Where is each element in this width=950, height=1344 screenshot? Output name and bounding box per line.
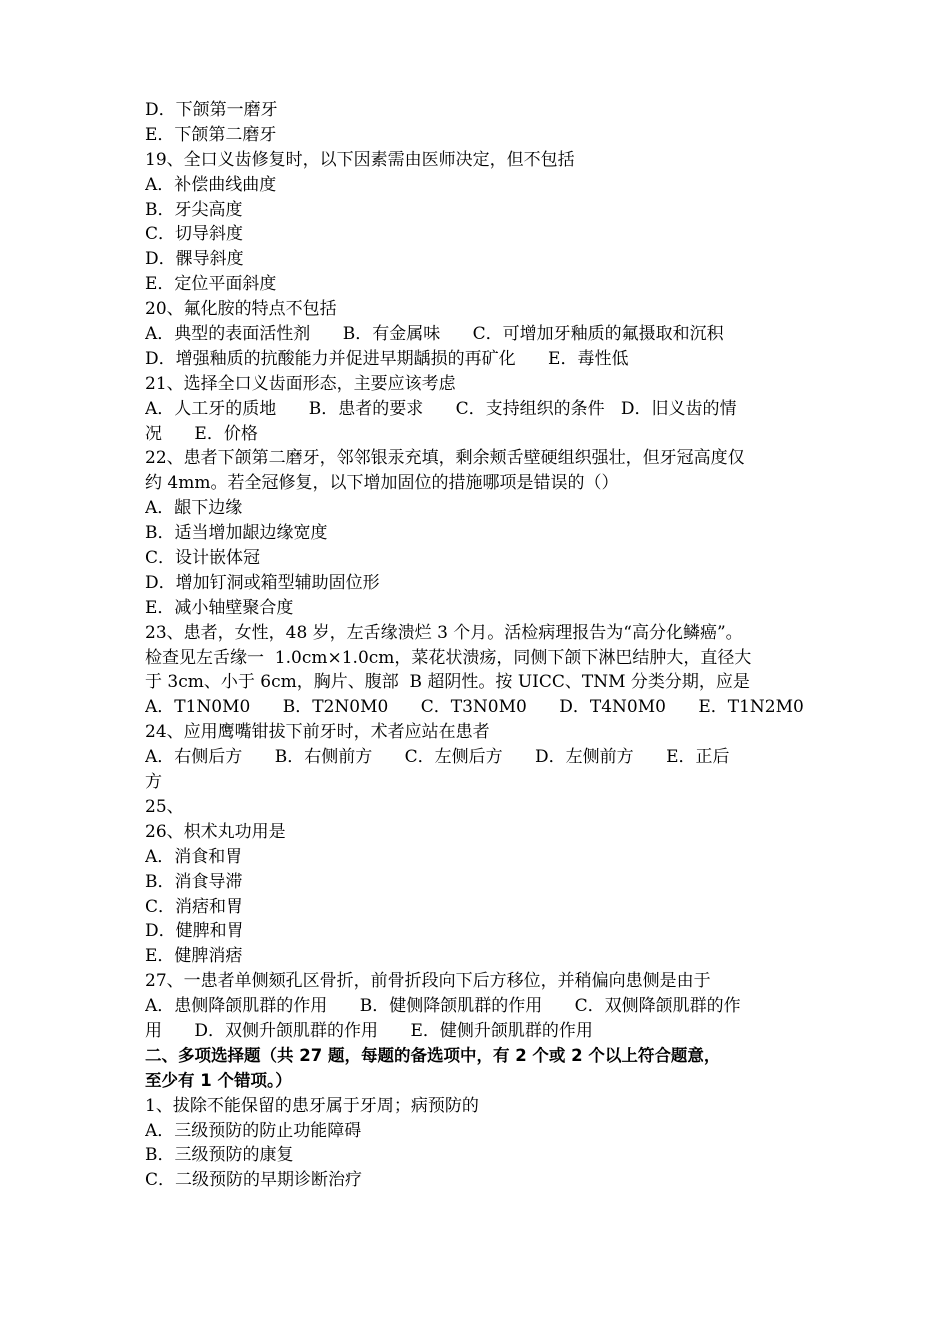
text-line: B．消食导滞 [145, 871, 243, 892]
section-heading-line: 二、多项选择题（共 27 题，每题的备选项中，有 2 个或 2 个以上符合题意， [145, 1045, 721, 1065]
text-line: C．设计嵌体冠 [145, 548, 261, 569]
text-line: 况 E．价格 [145, 423, 258, 444]
text-line: 21、选择全口义齿面形态，主要应该考虑 [145, 373, 456, 394]
text-line: C．二级预防的早期诊断治疗 [145, 1170, 363, 1191]
text-line: 检查见左舌缘一 1.0cm×1.0cm，菜花状溃疡，同侧下颌下淋巴结肿大，直径大 [145, 647, 752, 668]
text-line: E．下颌第二磨牙 [145, 124, 277, 145]
text-line: E．健脾消痞 [145, 946, 243, 967]
section-heading-line: 至少有 1 个错项。） [145, 1070, 292, 1090]
text-line: D．下颌第一磨牙 [145, 100, 278, 120]
text-line: E．减小轴壁聚合度 [145, 597, 294, 618]
text-line: A．三级预防的防止功能障碍 [145, 1120, 362, 1141]
text-line: D．增加钉洞或箱型辅助固位形 [145, 572, 380, 593]
text-line: D．髁导斜度 [145, 249, 244, 270]
text-line: B．牙尖高度 [145, 199, 243, 220]
text-line: B．适当增加龈边缘宽度 [145, 523, 328, 544]
text-line: A．右侧后方 B．右侧前方 C．左侧后方 D．左侧前方 E．正后 [145, 747, 730, 768]
text-line: 约 4mm。若全冠修复，以下增加固位的措施哪项是错误的（） [145, 473, 619, 494]
text-line: D．健脾和胃 [145, 921, 244, 942]
text-line: A．T1N0M0 B．T2N0M0 C．T3N0M0 D．T4N0M0 E．T1N2M0 [145, 697, 804, 718]
text-line: B．三级预防的康复 [145, 1145, 294, 1166]
text-line: D．增强釉质的抗酸能力并促进早期龋损的再矿化 E．毒性低 [145, 348, 629, 369]
text-line: 19、全口义齿修复时，以下因素需由医师决定，但不包括 [145, 149, 575, 170]
text-line: 23、患者，女性，48 岁，左舌缘溃烂 3 个月。活检病理报告为“高分化鳞癌”。 [145, 622, 743, 643]
text-line: A．龈下边缘 [145, 498, 243, 519]
text-line: 25、 [145, 796, 184, 817]
text-line: 20、氟化胺的特点不包括 [145, 299, 337, 320]
text-line: 22、患者下颌第二磨牙，邻邻银汞充填，剩余颊舌壁硬组织强壮，但牙冠高度仅 [145, 448, 745, 469]
text-line: 1、拔除不能保留的患牙属于牙周；病预防的 [145, 1095, 479, 1116]
text-line: A．人工牙的质地 B．患者的要求 C．支持组织的条件 D．旧义齿的情 [145, 398, 737, 419]
text-line: 用 D．双侧升颌肌群的作用 E．健侧升颌肌群的作用 [145, 1020, 593, 1041]
text-line: E．定位平面斜度 [145, 274, 277, 295]
text-line: 方 [145, 772, 162, 793]
text-line: 26、枳术丸功用是 [145, 821, 286, 842]
text-line: 于 3cm、小于 6cm，胸片、腹部 B 超阴性。按 UICC、TNM 分类分期，应是 [145, 672, 750, 693]
text-line: A．患侧降颌肌群的作用 B．健侧降颌肌群的作用 C．双侧降颌肌群的作 [145, 996, 741, 1017]
text-line: 24、应用鹰嘴钳拔下前牙时，术者应站在患者 [145, 722, 490, 743]
document-page [145, 98, 810, 1193]
text-line: A．典型的表面活性剂 B．有金属味 C．可增加牙釉质的氟摄取和沉积 [145, 324, 724, 345]
text-line: A．补偿曲线曲度 [145, 174, 277, 195]
text-line: C．消痞和胃 [145, 896, 244, 917]
text-line: A．消食和胃 [145, 846, 243, 867]
text-line: 27、一患者单侧颏孔区骨折，前骨折段向下后方移位，并稍偏向患侧是由于 [145, 971, 711, 992]
text-line: C．切导斜度 [145, 224, 244, 245]
